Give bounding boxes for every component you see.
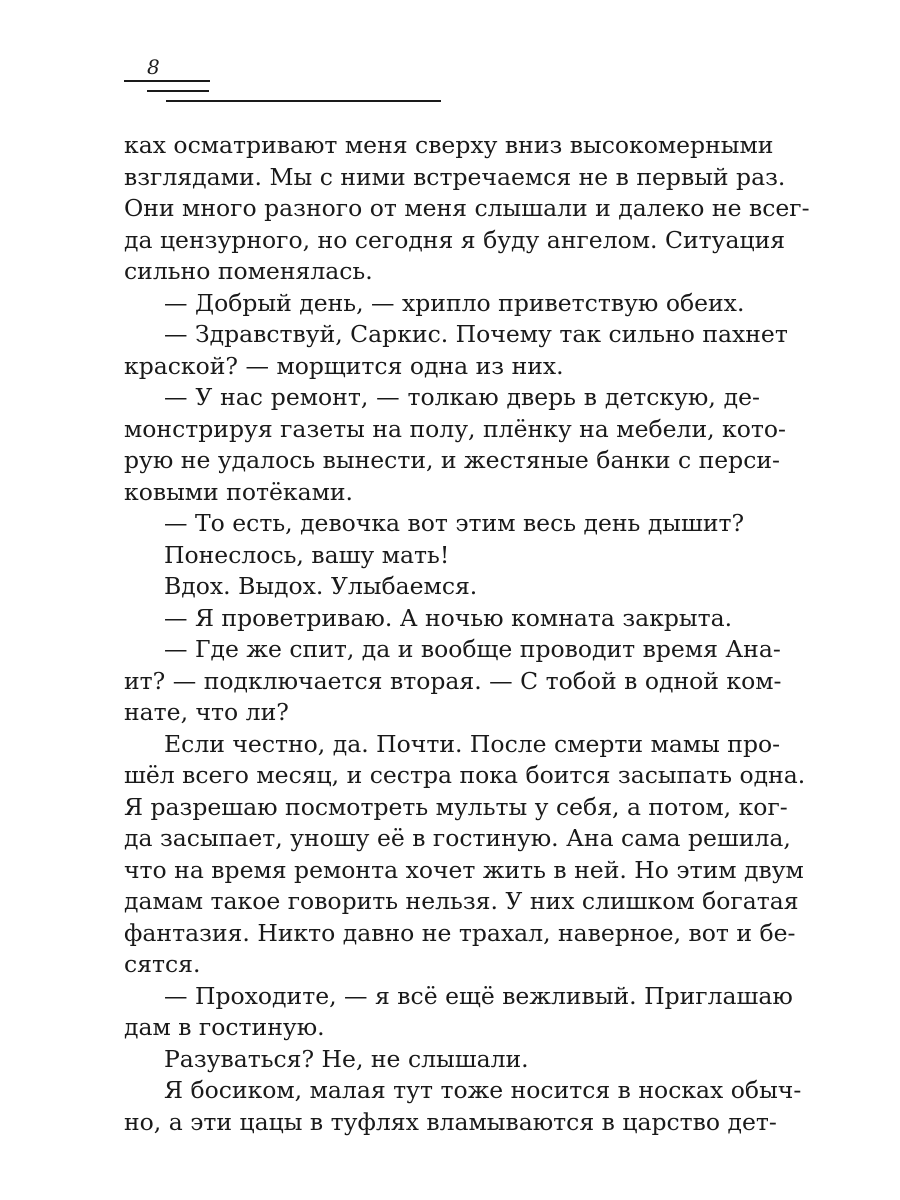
text-line: Я разрешаю посмотреть мульты у себя, а потом, ког- xyxy=(124,792,788,821)
text-line: Они много разного от меня слышали и далеко не всег- xyxy=(124,194,810,222)
text-line: дамам такое говорить нельзя. У них слишком богатая xyxy=(124,887,799,915)
text-line: но, а эти цацы в туфлях вламываются в царство дет- xyxy=(124,1107,777,1136)
text-line: Если честно, да. Почти. После смерти мамы про- xyxy=(164,729,781,758)
text-line: сильно поменялась. xyxy=(124,257,373,285)
text-line: Понеслось, вашу мать! xyxy=(164,540,450,569)
text-line: взглядами. Мы с ними встречаемся не в первый раз. xyxy=(124,162,786,191)
text-line: монстрируя газеты на полу, плёнку на мебели, кото- xyxy=(124,414,786,443)
body-text xyxy=(124,130,810,1138)
text-line: шёл всего месяц, и сестра пока боится засыпать одна. xyxy=(124,761,806,789)
header-rule-top xyxy=(124,80,210,82)
text-line: что на время ремонта хочет жить в ней. Но этим двум xyxy=(124,855,804,884)
text-line: фантазия. Никто давно не трахал, наверное, вот и бе- xyxy=(124,918,796,947)
text-line: — Проходите, — я всё ещё вежливый. Приглашаю xyxy=(164,981,793,1010)
text-line: ковыми потёками. xyxy=(124,477,354,506)
header-rule-long xyxy=(166,100,441,102)
text-line: ках осматривают меня сверху вниз высокомерными xyxy=(124,131,774,159)
text-line: — Где же спит, да и вообще проводит время Ана- xyxy=(164,635,781,663)
text-line: Я босиком, малая тут тоже носится в носках обыч- xyxy=(164,1076,802,1104)
text-line: — Здравствуй, Саркис. Почему так сильно пахнет xyxy=(164,320,788,348)
text-line: — Я проветриваю. А ночью комната закрыта. xyxy=(164,603,733,632)
text-line: — У нас ремонт, — толкаю дверь в детскую, де- xyxy=(164,383,760,411)
text-line: да цензурного, но сегодня я буду ангелом. Ситуация xyxy=(124,225,786,254)
text-line: да засыпает, уношу её в гостиную. Ана сама решила, xyxy=(124,824,791,852)
text-line: сятся. xyxy=(124,950,201,978)
text-line: — Добрый день, — хрипло приветствую обеих. xyxy=(164,288,745,317)
header-rule-middle xyxy=(147,90,209,92)
text-line: Вдох. Выдох. Улыбаемся. xyxy=(164,572,478,600)
text-line: — То есть, девочка вот этим весь день дышит? xyxy=(164,509,745,537)
text-line: краской? — морщится одна из них. xyxy=(124,351,564,380)
page-number: 8 xyxy=(147,55,160,79)
text-line: рую не удалось вынести, и жестяные банки с перси- xyxy=(124,446,780,474)
text-line: дам в гостиную. xyxy=(124,1013,325,1041)
text-line: Разуваться? Не, не слышали. xyxy=(164,1044,529,1073)
text-line: нате, что ли? xyxy=(124,698,289,726)
text-line: ит? — подключается вторая. — С тобой в одной ком- xyxy=(124,666,782,695)
